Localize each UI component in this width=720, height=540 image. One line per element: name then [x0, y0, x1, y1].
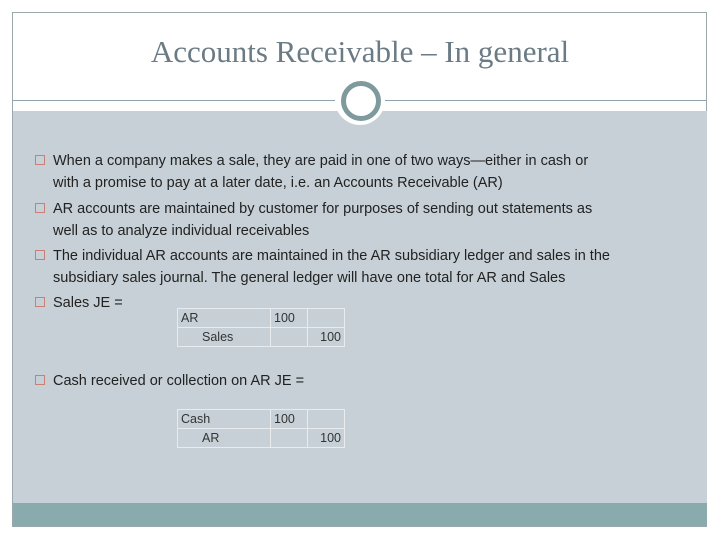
bullet-icon [35, 375, 45, 385]
credit-account: AR [178, 429, 271, 448]
bullet-text: Cash received or collection on AR JE = [53, 373, 305, 389]
footer-band [13, 503, 707, 526]
debit-amount: 100 [271, 309, 308, 328]
bullet-text: When a company makes a sale, they are paid in one of two ways—either in cash or with a promise to pay at a later date, i.e. an Accounts Receivable (AR) [53, 153, 589, 191]
debit-account: Cash [178, 410, 271, 429]
debit-amount: 100 [271, 410, 308, 429]
bullet-icon [35, 155, 45, 165]
bullet-icon [35, 203, 45, 213]
bullet-text: Sales JE = [53, 295, 123, 311]
bullet-icon [35, 250, 45, 260]
bullet-text: AR accounts are maintained by customer for purposes of sending out statements as well as to analyze individual receivables [53, 201, 593, 239]
credit-account: Sales [178, 328, 271, 347]
credit-amount: 100 [308, 429, 345, 448]
circle-icon [341, 81, 381, 121]
slide-title: Accounts Receivable – In general [150, 34, 570, 69]
bullet-icon [35, 297, 45, 307]
bullet-text: The individual AR accounts are maintained in the AR subsidiary ledger and sales in the subsidiary sales journal. The general ledger will have one total for AR and Sales [53, 248, 610, 286]
cash-journal-entry [177, 409, 345, 448]
credit-amount: 100 [308, 328, 345, 347]
sales-journal-entry [177, 308, 345, 347]
debit-account: AR [178, 309, 271, 328]
